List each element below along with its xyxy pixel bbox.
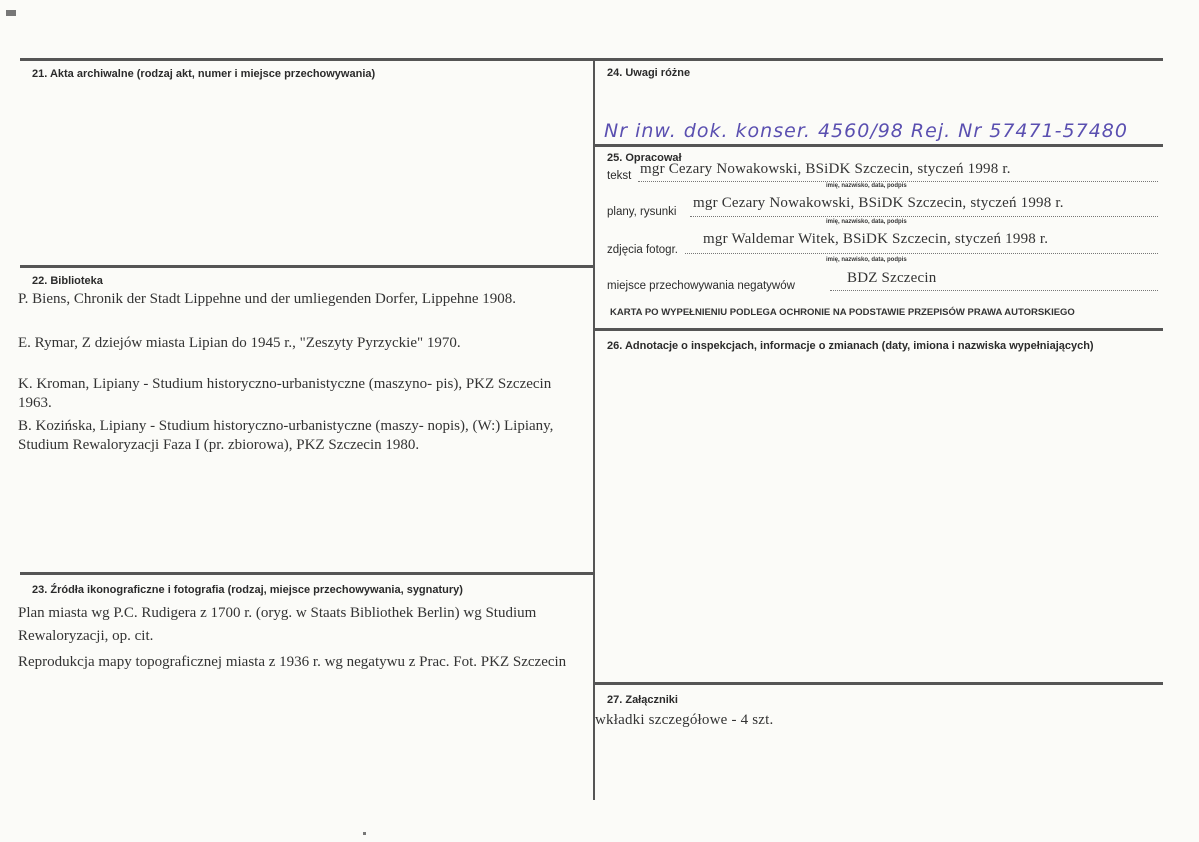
section-25-top-line <box>595 144 1163 147</box>
section-22-label: 22. Biblioteka <box>32 275 103 287</box>
column-divider <box>593 58 595 800</box>
section-23-top-line <box>20 572 595 575</box>
copyright-notice: KARTA PO WYPEŁNIENIU PODLEGA OCHRONIE NA PODSTAWIE PRZEPISÓW PRAWA AUTORSKIEGO <box>610 307 1075 318</box>
scan-mark <box>6 10 16 16</box>
section-24-label: 24. Uwagi różne <box>607 67 691 79</box>
handwritten-inventory-note: Nr inw. dok. konser. 4560/98 Rej. Nr 57471-57480 <box>604 120 1128 142</box>
bibliography-entry: E. Rymar, Z dziejów miasta Lipian do 1945 r., "Zeszyty Pyrzyckie" 1970. <box>18 335 461 351</box>
miejsce-value: BDZ Szczecin <box>847 270 937 286</box>
zdjecia-dotted-line <box>685 253 1158 254</box>
tekst-label: tekst <box>607 170 632 182</box>
zdjecia-value: mgr Waldemar Witek, BSiDK Szczecin, styczeń 1998 r. <box>703 231 1049 247</box>
zdjecia-label: zdjęcia fotogr. <box>607 244 678 256</box>
section-22-top-line <box>20 265 595 268</box>
section-27-label: 27. Załączniki <box>607 694 678 706</box>
attachments-value: wkładki szczegółowe - 4 szt. <box>595 712 774 728</box>
iconography-entry: Plan miasta wg P.C. Rudigera z 1700 r. (oryg. w Staats Bibliothek Berlin) wg Studium Rewaloryzacji, op. cit. <box>18 605 537 644</box>
tekst-caption: imię, nazwisko, data, podpis <box>826 183 907 189</box>
miejsce-label: miejsce przechowywania negatywów <box>607 280 795 292</box>
section-21-label: 21. Akta archiwalne (rodzaj akt, numer i miejsce przechowywania) <box>32 68 376 80</box>
zdjecia-caption: imię, nazwisko, data, podpis <box>826 257 907 263</box>
top-border-line <box>20 58 1163 61</box>
miejsce-dotted-line <box>830 290 1158 291</box>
plany-label: plany, rysunki <box>607 206 677 218</box>
section-25-label: 25. Opracował <box>607 152 682 164</box>
scan-mark <box>363 832 366 835</box>
section-23-label: 23. Źródła ikonograficzne i fotografia (rodzaj, miejsce przechowywania, sygnatury) <box>32 584 463 596</box>
plany-value: mgr Cezary Nowakowski, BSiDK Szczecin, styczeń 1998 r. <box>693 195 1064 211</box>
bibliography-entry: P. Biens, Chronik der Stadt Lippehne und der umliegenden Dorfer, Lippehne 1908. <box>18 291 517 307</box>
bibliography-entry: K. Kroman, Lipiany - Studium historyczno-urbanistyczne (maszyno- pis), PKZ Szczecin 1963. <box>18 376 552 411</box>
plany-dotted-line <box>690 216 1158 217</box>
section-26-top-line <box>595 328 1163 331</box>
plany-caption: imię, nazwisko, data, podpis <box>826 219 907 225</box>
tekst-value: mgr Cezary Nowakowski, BSiDK Szczecin, styczeń 1998 r. <box>640 161 1011 177</box>
iconography-entry: Reprodukcja mapy topograficznej miasta z 1936 r. wg negatywu z Prac. Fot. PKZ Szczecin <box>18 654 567 670</box>
tekst-dotted-line <box>638 181 1158 182</box>
section-27-top-line <box>595 682 1163 685</box>
section-26-label: 26. Adnotacje o inspekcjach, informacje o zmianach (daty, imiona i nazwiska wypełniających) <box>607 340 1094 352</box>
bibliography-entry: B. Kozińska, Lipiany - Studium historyczno-urbanistyczne (maszy- nopis), (W:) Lipiany, Studium Rewaloryzacji Faza I (pr. zbiorowa), PKZ Szczecin 1980. <box>18 418 554 453</box>
